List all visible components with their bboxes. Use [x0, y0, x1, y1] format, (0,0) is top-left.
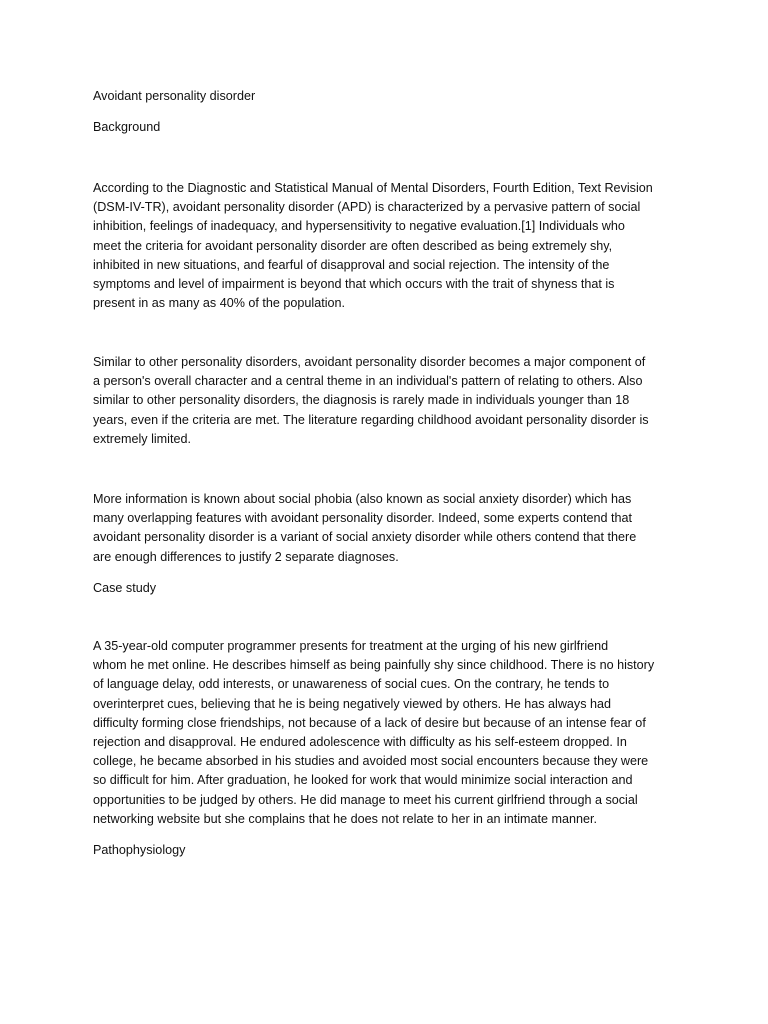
- text-line: rejection and disapproval. He endured adolescence with difficulty as his self-esteem dropped. In: [93, 735, 627, 750]
- text-line: whom he met online. He describes himself as being painfully shy since childhood. There is no history: [93, 658, 655, 673]
- section-heading-case-study: Case study: [93, 581, 156, 595]
- text-line: college, he became absorbed in his studies and avoided most social encounters because they were: [93, 754, 649, 769]
- text-line: (DSM-IV-TR), avoidant personality disorder (APD) is characterized by a pervasive pattern of social: [93, 200, 641, 215]
- text-line: symptoms and level of impairment is beyond that which occurs with the trait of shyness that is: [93, 277, 615, 292]
- text-line: More information is known about social phobia (also known as social anxiety disorder) which has: [93, 492, 632, 506]
- paragraph-background-1: [93, 179, 683, 313]
- text-line: A 35-year-old computer programmer presents for treatment at the urging of his new girlfriend: [93, 639, 609, 653]
- text-line: Similar to other personality disorders, avoidant personality disorder becomes a major component of: [93, 355, 646, 369]
- text-line: inhibition, feelings of inadequacy, and hypersensitivity to negative evaluation.[1] Individuals who: [93, 219, 625, 234]
- text-line: meet the criteria for avoidant personality disorder are often described as being extremely shy,: [93, 238, 613, 253]
- text-line: overinterpret cues, believing that he is being negatively viewed by others. He has always had: [93, 696, 612, 711]
- document-title: Avoidant personality disorder: [93, 89, 256, 103]
- text-line: similar to other personality disorders, the diagnosis is rarely made in individuals younger than 18: [93, 393, 630, 408]
- text-line: years, even if the criteria are met. The literature regarding childhood avoidant personality disorder is: [93, 412, 649, 427]
- text-line: extremely limited.: [93, 431, 191, 446]
- text-line: networking website but she complains that he does not relate to her in an intimate manner.: [93, 811, 598, 826]
- text-line: many overlapping features with avoidant personality disorder. Indeed, some experts contend that: [93, 511, 633, 526]
- text-line: a person's overall character and a central theme in an individual's pattern of relating to others. Also: [93, 374, 643, 389]
- text-line: of language delay, odd interests, or unawareness of social cues. On the contrary, he tends to: [93, 677, 610, 692]
- text-line: According to the Diagnostic and Statistical Manual of Mental Disorders, Fourth Edition, Text Revision: [93, 181, 653, 195]
- text-line: difficulty forming close friendships, not because of a lack of desire but because of an intense fear of: [93, 715, 646, 730]
- text-line: inhibited in new situations, and fearful of disapproval and social rejection. The intensity of the: [93, 257, 610, 272]
- paragraph-case-study: [93, 637, 683, 829]
- text-line: present in as many as 40% of the population.: [93, 296, 346, 311]
- paragraph-background-2: [93, 353, 683, 449]
- text-line: opportunities to be judged by others. He did manage to meet his current girlfriend through a social: [93, 792, 638, 807]
- text-line: avoidant personality disorder is a variant of social anxiety disorder while others contend that there: [93, 530, 637, 545]
- section-heading-background: Background: [93, 120, 161, 134]
- text-line: so difficult for him. After graduation, he looked for work that would minimize social interaction and: [93, 773, 633, 788]
- paragraph-background-3: [93, 490, 683, 567]
- text-line: are enough differences to justify 2 separate diagnoses.: [93, 549, 399, 564]
- section-heading-pathophysiology: Pathophysiology: [93, 843, 186, 857]
